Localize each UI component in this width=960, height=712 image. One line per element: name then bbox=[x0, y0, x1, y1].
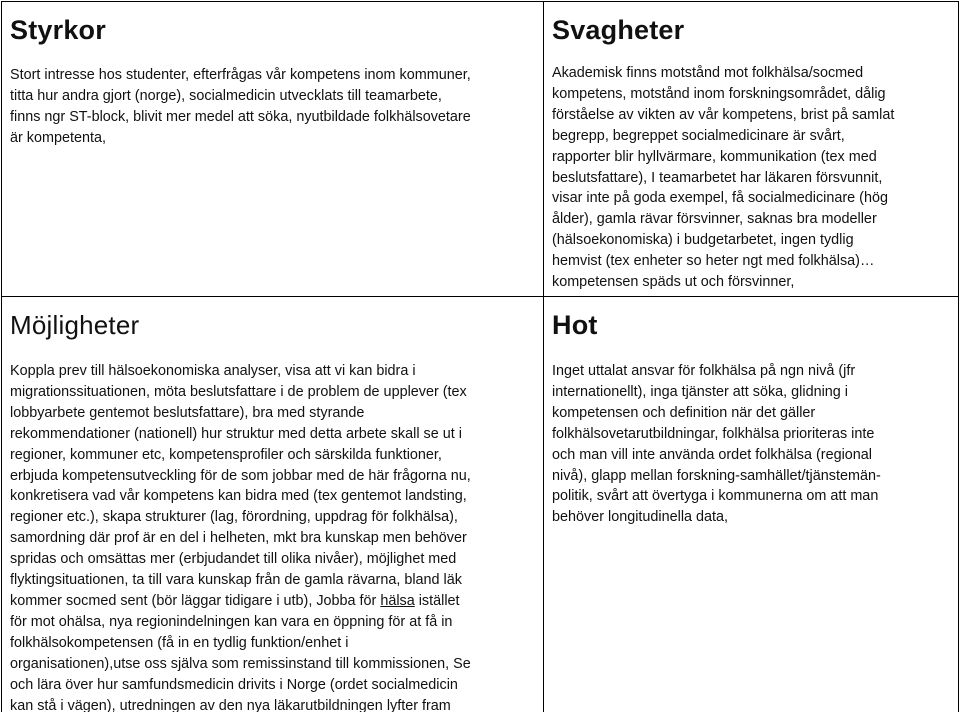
weaknesses-line: begrepp, begreppet socialmedicinare är svårt, bbox=[552, 127, 845, 144]
opportunities-line: rekommendationer (nationell) hur struktur med detta arbete skall se ut i bbox=[10, 425, 462, 442]
threats-line: internationellt), inga tjänster att söka, glidning i bbox=[552, 383, 848, 400]
opportunities-line: lobbyarbete gentemot beslutsfattare), bra med styrande bbox=[10, 404, 365, 421]
threats-line: och man vill inte använda ordet folkhälsa (regional bbox=[552, 446, 872, 463]
weaknesses-line: förståelse av vikten av vår kompetens, brist på samlat bbox=[552, 106, 895, 123]
opportunities-line: migrationssituationen, möta beslutsfattare i de problem de upplever (tex bbox=[10, 383, 467, 400]
opportunities-line: organisationen),utse oss själva som remissinstand till kommissionen, Se bbox=[10, 655, 471, 672]
strengths-line: finns ngr ST-block, blivit mer medel att söka, nyutbildade folkhälsovetare bbox=[10, 108, 471, 125]
threats-line: nivå), glapp mellan forskning-samhället/tjänstemän- bbox=[552, 467, 881, 484]
threats-line: politik, svårt att övertyga i kommunerna om att man bbox=[552, 488, 879, 505]
opportunities-line-with-underline bbox=[10, 591, 535, 612]
opportunities-heading: Möjligheter bbox=[10, 310, 140, 340]
opportunities-line: regioner etc.), skapa strukturer (lag, förordning, uppdrag för folkhälsa), bbox=[10, 509, 458, 526]
opportunities-text bbox=[10, 361, 535, 712]
opportunities-line: folkhälsokompetensen (få in en tydlig funktion/enhet i bbox=[10, 634, 349, 651]
strengths-line: titta hur andra gjort (norge), socialmedicin utvecklats till teamarbete, bbox=[10, 87, 442, 104]
opportunities-line: spridas och omsättas mer (erbjudandet till olika nivåer), möjlighet med bbox=[10, 551, 457, 568]
opportunities-line: samordning där prof är en del i helheten, mkt bra kunskap men behöver bbox=[10, 530, 467, 547]
opportunities-line-head: kommer socmed sent (bör läggar tidigare i utb), Jobba för bbox=[10, 592, 381, 609]
weaknesses-line: beslutsfattare), I teamarbetet har läkaren försvunnit, bbox=[552, 169, 883, 186]
opportunities-line: kan stå i vägen), utredningen av den nya läkarutbildningen lyfter fram bbox=[10, 697, 451, 712]
opportunities-cell bbox=[1, 296, 544, 712]
threats-heading: Hot bbox=[552, 310, 598, 340]
weaknesses-heading: Svagheter bbox=[552, 15, 685, 45]
strengths-line: Stort intresse hos studenter, efterfrågas vår kompetens inom kommuner, bbox=[10, 67, 471, 83]
weaknesses-cell bbox=[543, 1, 959, 297]
opportunities-line: konkretisera vad vår kompetens kan bidra med (tex gentemot landsting, bbox=[10, 488, 467, 505]
weaknesses-line: ålder), gamla rävar försvinner, saknas bra modeller bbox=[552, 211, 877, 228]
weaknesses-line: Akademisk finns motstånd mot folkhälsa/socmed bbox=[552, 65, 864, 81]
threats-line: behöver longitudinella data, bbox=[552, 509, 729, 526]
weaknesses-line: rapporter blir hyllvärmare, kommunikation (tex med bbox=[552, 148, 877, 165]
strengths-cell bbox=[1, 1, 544, 297]
opportunities-line: Koppla prev till hälsoekonomiska analyser, visa att vi kan bidra i bbox=[10, 363, 416, 379]
opportunities-line: och lära över hur samfundsmedicin drivits i Norge (ordet socialmedicin bbox=[10, 676, 458, 693]
opportunities-line-tail: istället bbox=[414, 592, 460, 609]
opportunities-line: flyktingsituationen, ta till vara kunskap från de gamla rävarna, bland läk bbox=[10, 572, 462, 589]
opportunities-line: erbjuda kompetensutveckling för de som jobbar med de här frågorna nu, bbox=[10, 467, 471, 484]
strengths-heading: Styrkor bbox=[10, 15, 106, 45]
strengths-text bbox=[10, 65, 535, 149]
weaknesses-line: visar inte på goda exempel, få socialmedicinare (hög bbox=[552, 190, 888, 207]
weaknesses-line: (hälsoekonomiska) i budgetarbetet, ingen tydlig bbox=[552, 232, 854, 249]
threats-text bbox=[552, 361, 950, 528]
weaknesses-line: kompetensen späds ut och försvinner, bbox=[552, 274, 795, 291]
threats-line: kompetensen och definition när det gäller bbox=[552, 404, 816, 421]
weaknesses-text bbox=[552, 63, 950, 293]
opportunities-line: för mot ohälsa, nya regionindelningen kan vara en öppning för at få in bbox=[10, 613, 453, 630]
threats-line: Inget uttalat ansvar för folkhälsa på ngn nivå (jfr bbox=[552, 363, 856, 379]
weaknesses-line: kompetens, motstånd inom forskningsområdet, dålig bbox=[552, 85, 886, 102]
threats-line: folkhälsovetarutbildningar, folkhälsa prioriteras inte bbox=[552, 425, 875, 442]
weaknesses-line: hemvist (tex enheter so heter ngt med folkhälsa)… bbox=[552, 253, 875, 270]
strengths-line: är kompetenta, bbox=[10, 129, 106, 146]
threats-cell bbox=[543, 296, 959, 712]
opportunities-line: regioner, kommuner etc, kompetensprofiler och särskilda funktioner, bbox=[10, 446, 442, 463]
underlined-word: hälsa bbox=[380, 592, 415, 609]
